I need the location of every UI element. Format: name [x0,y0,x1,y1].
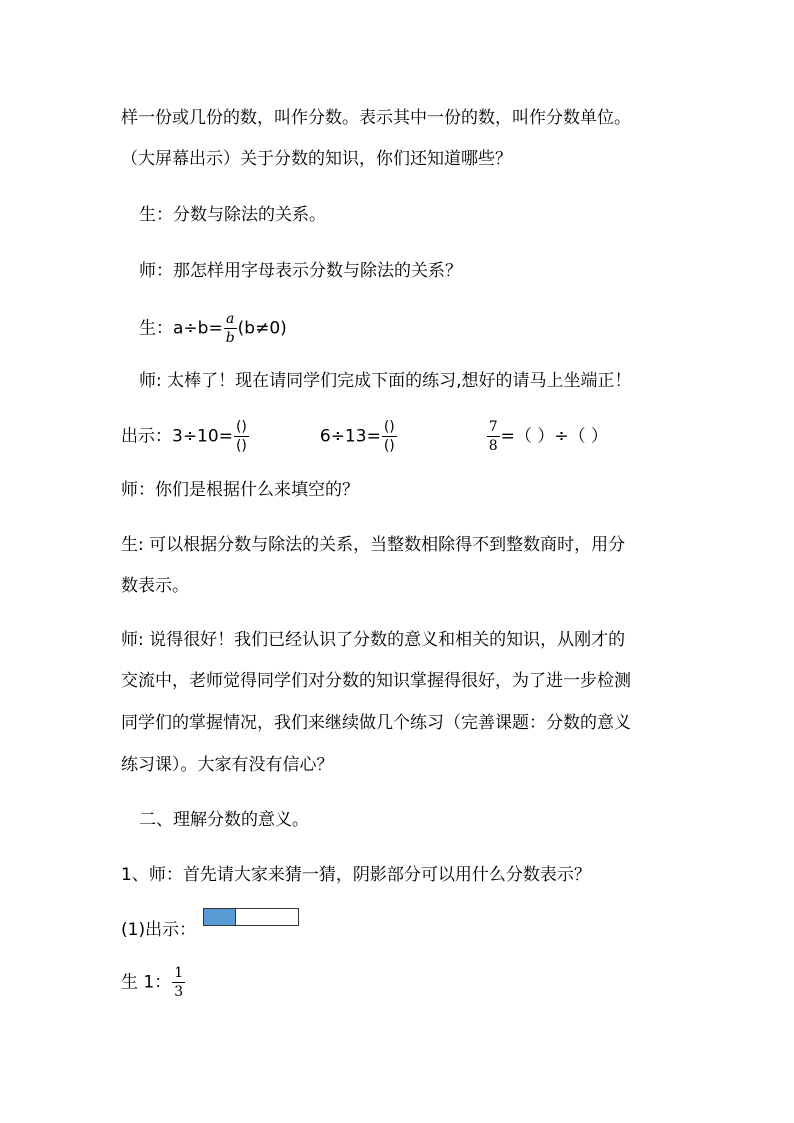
teacher-question-line: 师：那怎样用字母表示分数与除法的关系？ [139,261,462,281]
formula-prefix: 生：a÷b= [139,318,223,339]
fraction-numerator: 7 [488,419,498,435]
fraction-numerator: () [383,419,395,435]
fraction-bar [234,436,249,437]
formula-condition: (b≠0) [237,318,287,339]
exercise-1-fraction [234,420,249,453]
exercise-1-prefix: 出示：3÷10= [121,426,233,447]
empty-segment [267,909,298,925]
shaded-segment [204,909,236,925]
fraction-bar [224,328,237,329]
student-answer-2-line-1: 生: 可以根据分数与除法的关系，当整数相除得不到整数商时，用分 [121,535,626,555]
teacher-praise-line: 师: 太棒了！现在请同学们完成下面的练习,想好的请马上坐端正！ [139,371,632,391]
fraction-numerator: () [235,419,247,435]
paragraph-line-1: 样一份或几份的数，叫作分数。表示其中一份的数，叫作分数单位。 [121,108,631,128]
fraction-denominator: b [225,330,235,346]
question-1-line: 1、师：首先请大家来猜一猜，阴影部分可以用什么分数表示？ [121,865,591,885]
exercise-3-blanks: =（ ）÷（ ） [500,426,608,447]
fraction-bar [382,436,397,437]
exercise-line [121,420,608,453]
teacher-remark-line-1: 师: 说得很好！我们已经认识了分数的意义和相关的知识，从刚才的 [121,630,626,650]
shaded-fraction-bar [203,908,299,926]
paragraph-line-2: （大屏幕出示）关于分数的知识，你们还知道哪些？ [121,149,512,169]
fraction-numerator: 1 [174,965,184,981]
exercise-2-prefix: 6÷13= [319,426,381,447]
teacher-question-2-line: 师：你们是根据什么来填空的？ [121,480,359,500]
student-1-fraction [172,966,185,999]
student-answer-line: 生：分数与除法的关系。 [139,205,326,225]
teacher-remark-line-2: 交流中，老师觉得同学们对分数的知识掌握得很好，为了进一步检测 [121,671,631,691]
fraction-bar [487,436,500,437]
student-1-label: 生 1： [121,972,172,993]
section-heading: 二、理解分数的意义。 [139,810,309,830]
empty-segment [236,909,267,925]
student-1-answer-line [121,966,186,999]
question-1-show-label: (1)出示： [121,920,197,940]
fraction-denominator: 8 [488,438,498,454]
formula-fraction [224,312,237,345]
fraction-bar [172,982,185,983]
teacher-remark-line-3: 同学们的掌握情况，我们来继续做几个练习（完善课题：分数的意义 [121,713,631,733]
fraction-numerator: a [226,311,235,327]
fraction-denominator: () [235,438,247,454]
teacher-remark-line-4: 练习课）。大家有没有信心？ [121,755,334,775]
exercise-2-fraction [382,420,397,453]
exercise-3-fraction [487,420,500,453]
formula-line [139,312,287,345]
fraction-denominator: () [383,438,395,454]
fraction-denominator: 3 [174,984,184,1000]
student-answer-2-line-2: 数表示。 [121,576,189,596]
